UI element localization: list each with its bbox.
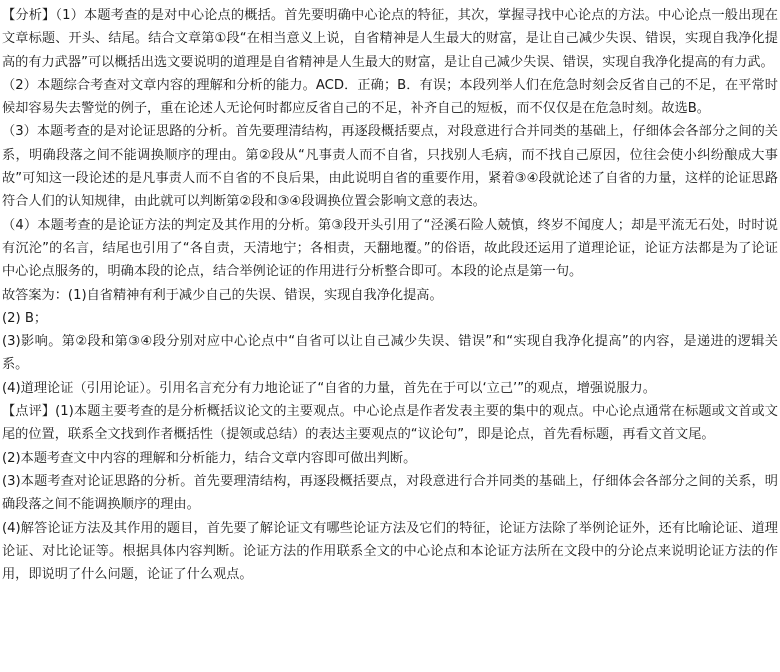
comment-paragraph-1: 【点评】(1)本题主要考查的是分析概括议论文的主要观点。中心论点是作者发表主要的集中的观点。中心论点通常在标题或文首或文尾的位置，联系全文找到作者概括性（提领或总结）的表达主要观点的“议论句”，即是论点，首先看标题，再看文首文尾。 <box>2 404 778 443</box>
analysis-paragraph-2: （2）本题综合考查对文章内容的理解和分析的能力。ACD．正确；B．有误；本段列举人们在危急时刻会反省自己的不足，在平常时候却容易失去警觉的例子，重在论述人无论何时都应反省自己的不足，补齐自己的短板，而不仅仅是在危急时刻。故选B。 <box>2 77 778 117</box>
answer-4: (4)道理论证（引用论证）。引用名言充分有力地论证了“自省的力量，首先在于可以‘立己’”的观点，增强说服力。 <box>2 380 656 396</box>
comment-paragraph-2: (2)本题考查文中内容的理解和分析能力，结合文章内容即可做出判断。 <box>2 450 417 466</box>
analysis-paragraph-1: 【分析】（1）本题考查的是对中心论点的概括。首先要明确中心论点的特征，其次，掌握寻找中心论点的方法。中心论点一般出现在文章标题、开头、结尾。结合文章第①段“在相当意义上说，自省精神是人生最大的财富，是让自己减少失误、错误，实现自我净化提高的有力武器”可以概括出选文要说明的道理是自省精神是人生最大的财富，是让自己减少失误、错误，实现自我净化提高的有力武。 <box>2 8 778 70</box>
comment-paragraph-3: (3)本题考查对论证思路的分析。首先要理清结构，再逐段概括要点，对段意进行合并同类的基础上，仔细体会各部分之间的关系，明确段落之间不能调换顺序的理由。 <box>2 473 778 513</box>
answer-3: (3)影响。第②段和第③④段分别对应中心论点中“自省可以让自己减少失误、错误”和“实现自我净化提高”的内容，是递进的逻辑关系。 <box>2 334 778 373</box>
answer-1: 故答案为：(1)自省精神有利于减少自己的失误、错误，实现自我净化提高。 <box>2 287 443 303</box>
comment-paragraph-4: (4)解答论证方法及其作用的题目，首先要了解论证文有哪些论证方法及它们的特征，论证方法除了举例论证外，还有比喻论证、道理论证、对比论证等。根据具体内容判断。论证方法的作用联系全文的中心论点和本论证方法所在文段中的分论点来说明论证方法的作用，即说明了什么问题，论证了什么观点。 <box>2 520 778 583</box>
analysis-paragraph-4: （4）本题考查的是论证方法的判定及其作用的分析。第③段开头引用了“泾溪石险人兢慎，终岁不闻度人；却是平流无石处，时时说有沉沦”的名言，结尾也引用了“各自责，天清地宁；各相责，天翻地覆。”的俗语，故此段还运用了道理论证，论证方法都是为了论证中心论点服务的，明确本段的论点，结合举例论证的作用进行分析整合即可。本段的论点是第一句。 <box>2 217 778 280</box>
analysis-paragraph-3: （3）本题考查的是对论证思路的分析。首先要理清结构，再逐段概括要点，对段意进行合并同类的基础上，仔细体会各部分之间的关系，明确段落之间不能调换顺序的理由。第②段从“凡事责人而不自省，只找别人毛病，而不找自己原因，位往会使小纠纷酿成大事故”可知这一段论述的是凡事责人而不自省的不良后果，由此说明自省的重要作用，紧着③④段就论述了自省的力量，这样的论证思路符合人们的认知规律，由此就可以判断第②段和③④段调换位置会影响文意的表达。 <box>2 124 778 210</box>
answer-2: (2) B； <box>2 310 48 326</box>
document-body <box>2 4 778 586</box>
